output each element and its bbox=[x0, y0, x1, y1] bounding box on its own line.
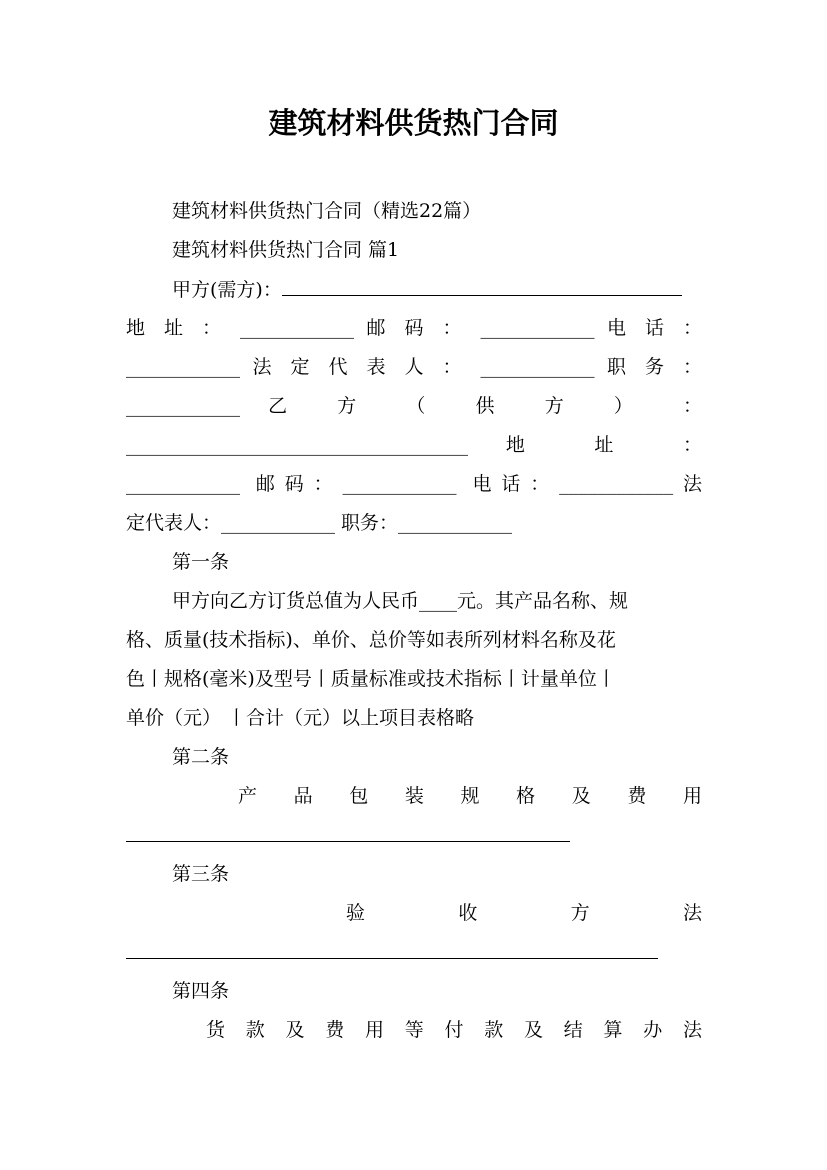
blank-line-row bbox=[126, 822, 702, 849]
section-heading: 建筑材料供货热门合同 篇1 bbox=[172, 239, 400, 261]
text-line: ____________ 乙 方 （ 供 方 ） ： bbox=[126, 395, 702, 417]
blank-line bbox=[126, 939, 658, 959]
clause-title: 产 品 包 装 规 格 及 费 用 bbox=[238, 785, 702, 807]
blank-line bbox=[282, 276, 682, 296]
article-heading: 第四条 bbox=[172, 980, 230, 1002]
blank-line-row bbox=[126, 939, 702, 966]
text-line: ____________________________________ 地 址 ： bbox=[126, 434, 702, 456]
page-title: 建筑材料供货热门合同 bbox=[268, 106, 559, 140]
text-line: 定代表人：____________ 职务：____________ bbox=[126, 512, 513, 534]
text-line: 地 址 ： ____________ 邮 码 ： ____________ 电 话 ： bbox=[126, 317, 702, 339]
paragraph-line: 甲方向乙方订货总值为人民币____元。其产品名称、规 bbox=[172, 590, 629, 612]
party-a-line bbox=[172, 276, 702, 303]
paragraph-line: 色丨规格(毫米)及型号丨质量标准或技术指标丨计量单位丨 bbox=[126, 668, 616, 690]
clause-title: 验 收 方 法 bbox=[346, 902, 702, 924]
paragraph-line: 格、质量(技术指标)、单价、总价等如表所列材料名称及花 bbox=[126, 629, 616, 651]
blank-line bbox=[126, 822, 570, 842]
doc-subtitle: 建筑材料供货热门合同（精选22篇） bbox=[172, 200, 482, 222]
clause-title: 货 款 及 费 用 等 付 款 及 结 算 办 法 bbox=[206, 1019, 702, 1041]
article-heading: 第二条 bbox=[172, 746, 230, 768]
text-line: ____________ 邮码：____________ 电话：____________法 bbox=[126, 473, 702, 495]
article-heading: 第三条 bbox=[172, 863, 230, 885]
party-a-label: 甲方(需方)： bbox=[172, 279, 282, 301]
article-heading: 第一条 bbox=[172, 551, 230, 573]
text-line: ____________ 法 定 代 表 人 ： ____________ 职 务 ： bbox=[126, 356, 702, 378]
paragraph-line: 单价（元） 丨合计（元）以上项目表格略 bbox=[126, 707, 475, 729]
